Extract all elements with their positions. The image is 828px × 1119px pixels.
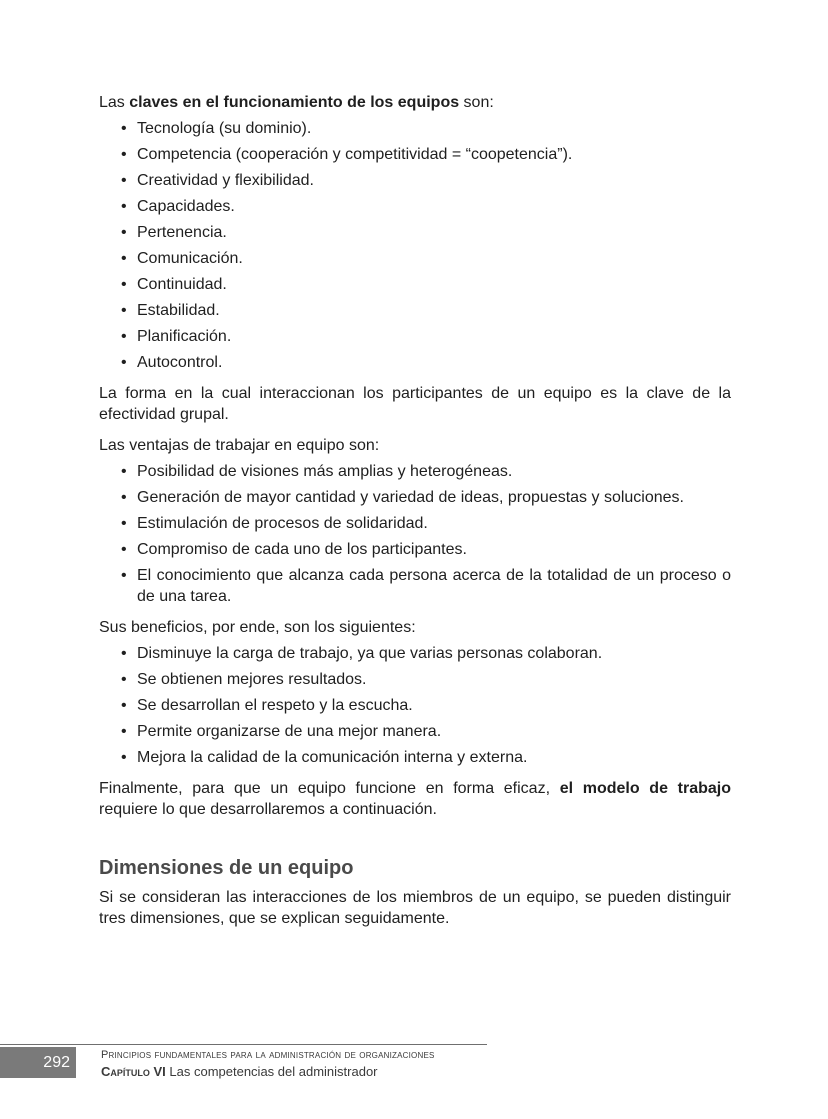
advantages-intro: Las ventajas de trabajar en equipo son:: [99, 437, 380, 454]
list-item: • Se obtienen mejores resultados.: [99, 669, 731, 690]
list-item: • Disminuye la carga de trabajo, ya que varias personas colaboran.: [99, 643, 731, 664]
list-item: • Estimulación de procesos de solidaridad.: [99, 513, 731, 534]
list-item: • Se desarrollan el respeto y la escucha.: [99, 695, 731, 716]
list-item: • Competencia (cooperación y competitividad = “coopetencia”).: [99, 144, 731, 165]
list-item: • Planificación.: [99, 326, 731, 347]
final-paragraph-bold: el modelo de trabajo: [559, 780, 731, 797]
list-item: • Autocontrol.: [99, 352, 731, 373]
list-item: • Generación de mayor cantidad y variedad de ideas, propuestas y soluciones.: [99, 487, 731, 508]
interaction-paragraph: La forma en la cual interaccionan los participantes de un equipo es la clave de la efectividad grupal.: [99, 385, 731, 423]
page-number: 292: [0, 1047, 76, 1078]
list-item: • Permite organizarse de una mejor manera.: [99, 721, 731, 742]
section-heading: Dimensiones de un equipo: [99, 857, 354, 879]
keys-intro: Las claves en el funcionamiento de los equipos son:: [99, 94, 494, 111]
benefits-list: [99, 643, 731, 768]
final-paragraph: Finalmente, para que un equipo funcione en forma eficaz, el modelo de trabajo requiere lo que desarrollaremos a continuación.: [99, 780, 731, 818]
keys-list: [99, 118, 731, 373]
chapter-label: Capítulo VI: [101, 1064, 166, 1079]
list-item: • Capacidades.: [99, 196, 731, 217]
footer-chapter: [101, 1064, 378, 1079]
keys-intro-bold: claves en el funcionamiento de los equipos: [129, 94, 460, 111]
benefits-intro: Sus beneficios, por ende, son los siguientes:: [99, 619, 416, 636]
page-body: [99, 92, 731, 929]
list-item: • Continuidad.: [99, 274, 731, 295]
list-item: • Posibilidad de visiones más amplias y heterogéneas.: [99, 461, 731, 482]
footer-divider: [0, 1044, 487, 1045]
list-item: • Estabilidad.: [99, 300, 731, 321]
list-item: • Creatividad y flexibilidad.: [99, 170, 731, 191]
list-item: • Compromiso de cada uno de los participantes.: [99, 539, 731, 560]
list-item: • Pertenencia.: [99, 222, 731, 243]
chapter-title: Las competencias del administrador: [165, 1064, 378, 1079]
footer-book-title: Principios fundamentales para la administración de organizaciones: [101, 1049, 435, 1061]
advantages-list: [99, 461, 731, 607]
section-paragraph: Si se consideran las interacciones de los miembros de un equipo, se pueden distinguir tres dimensiones, que se explican seguidamente.: [99, 889, 731, 927]
list-item: • Tecnología (su dominio).: [99, 118, 731, 139]
list-item: • Comunicación.: [99, 248, 731, 269]
list-item: • El conocimiento que alcanza cada persona acerca de la totalidad de un proceso o de una tarea.: [99, 565, 731, 607]
list-item: • Mejora la calidad de la comunicación interna y externa.: [99, 747, 731, 768]
